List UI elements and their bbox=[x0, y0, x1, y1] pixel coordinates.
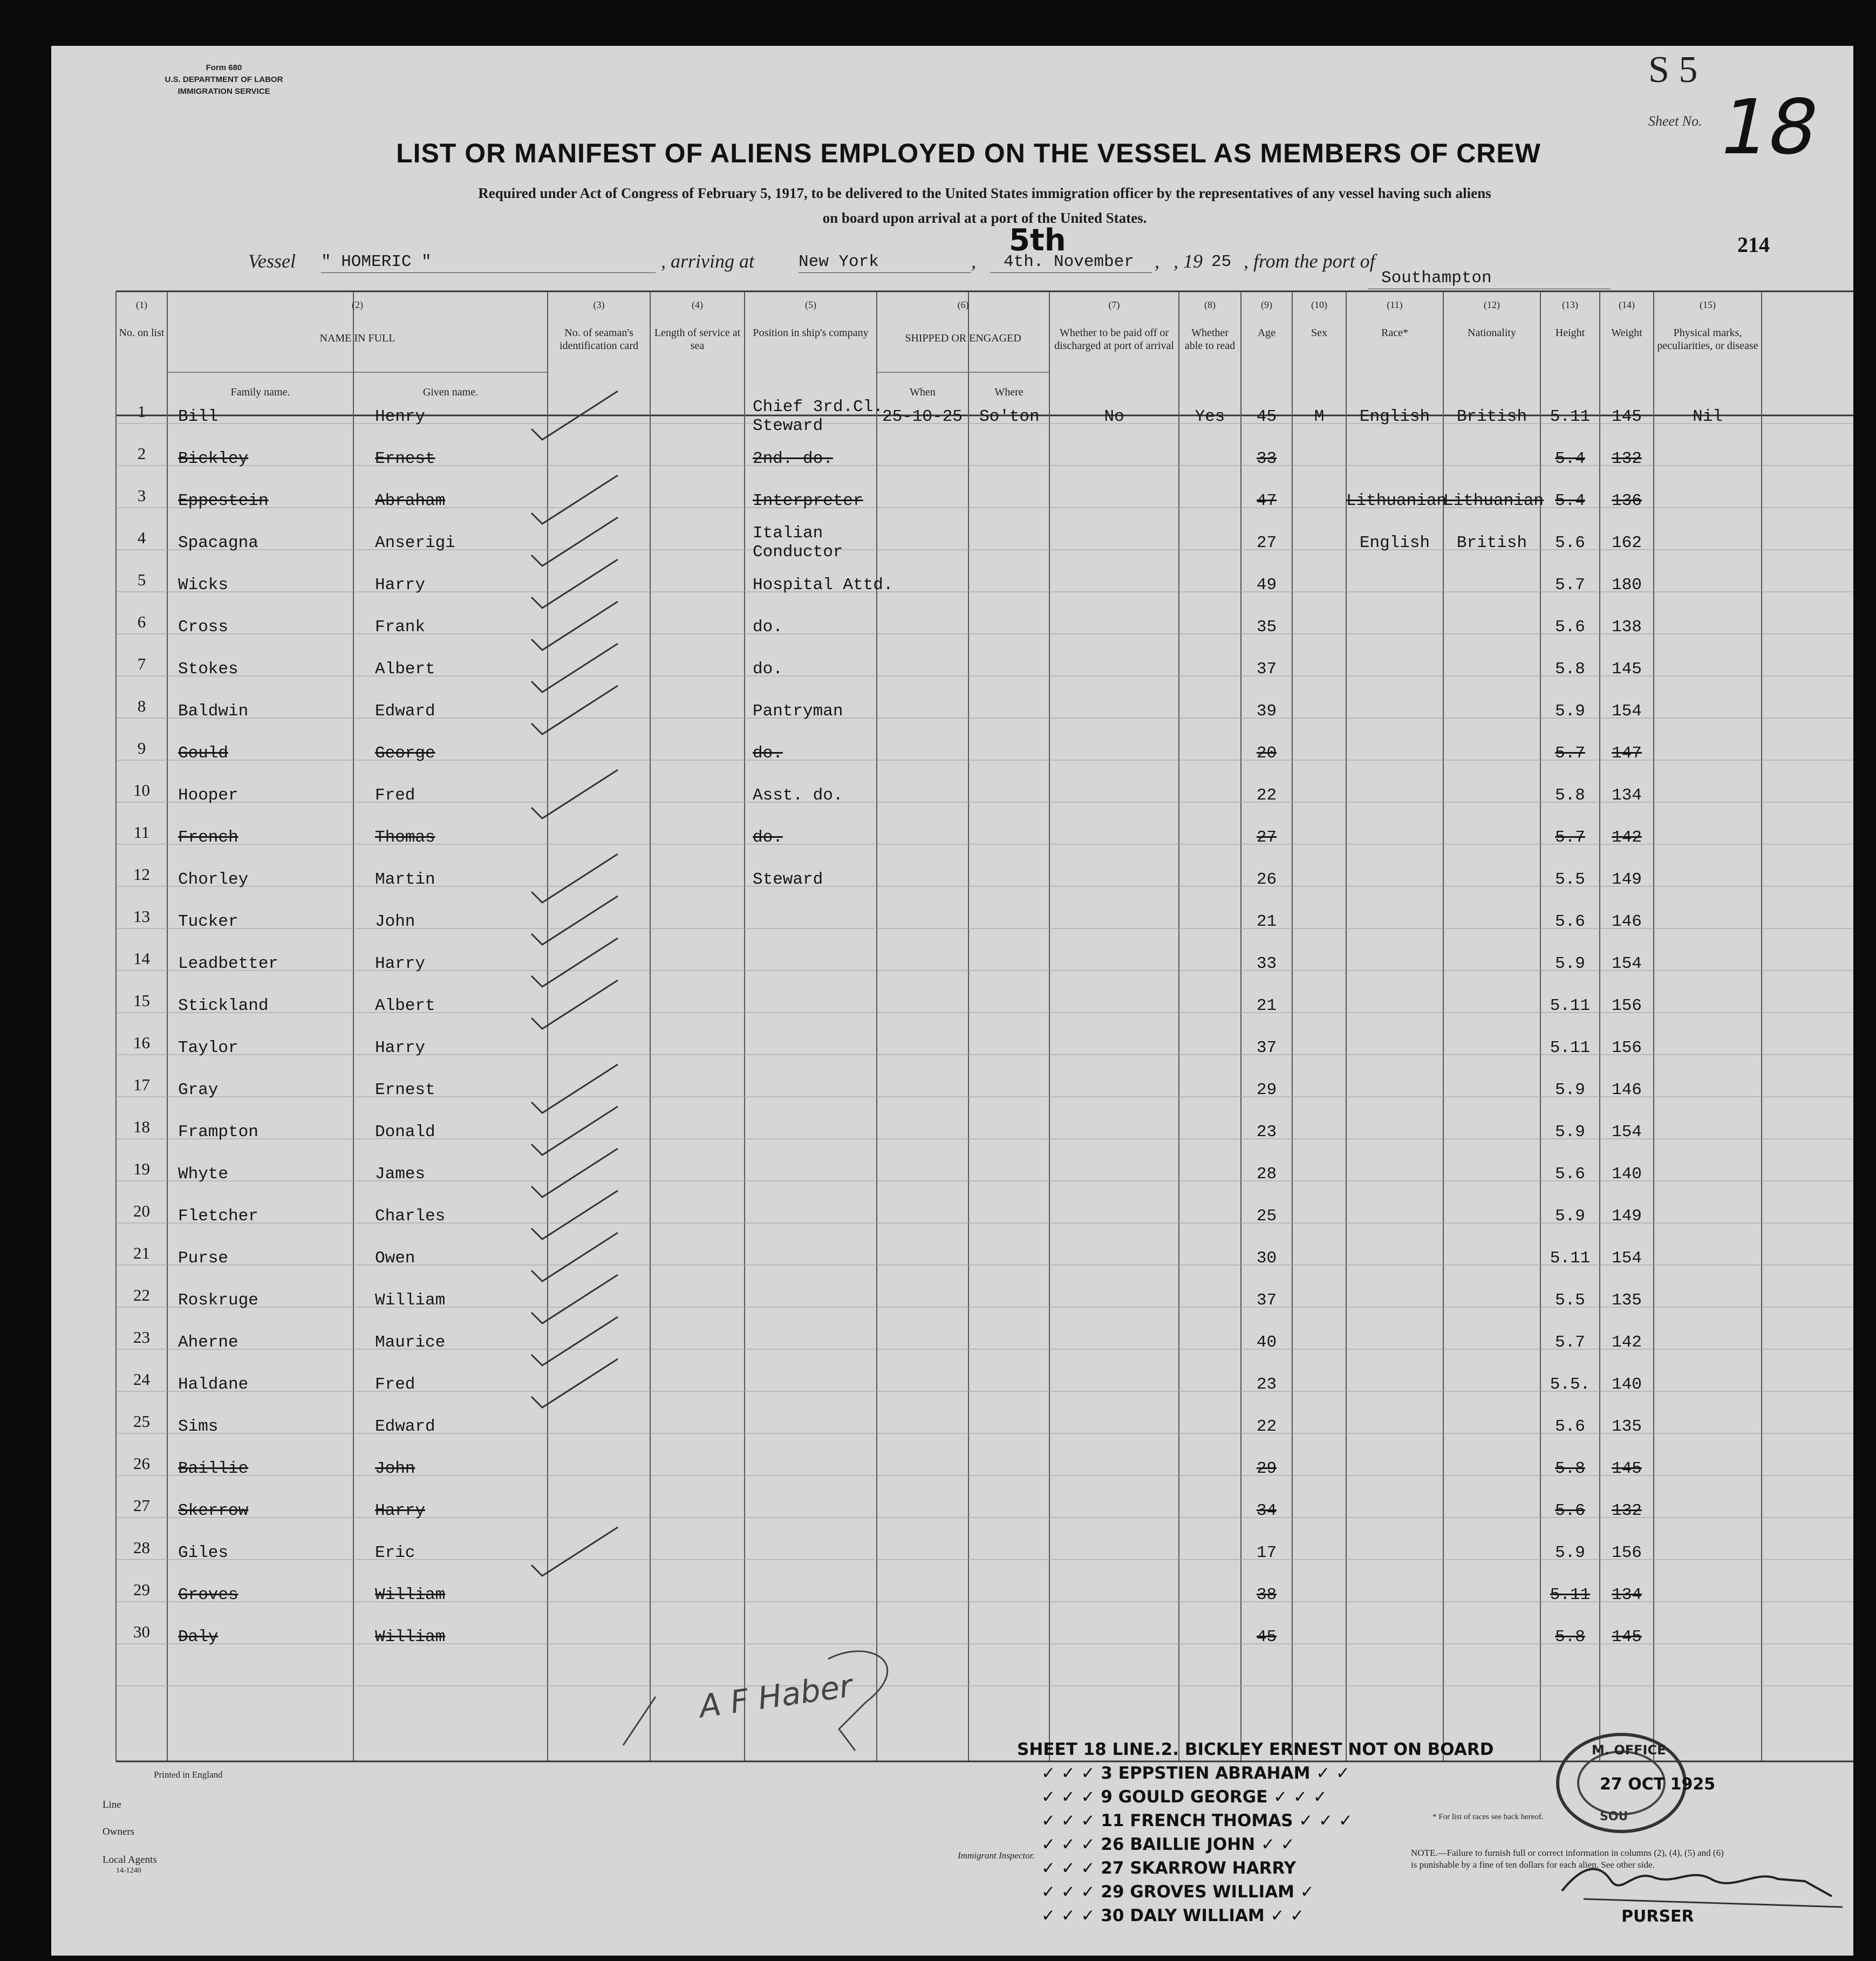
row-given: Frank bbox=[375, 618, 426, 637]
row-family: Wicks bbox=[178, 576, 229, 595]
comma-1: , bbox=[971, 250, 976, 272]
row-age: 17 bbox=[1256, 1543, 1277, 1562]
row-paid-off: No bbox=[1104, 407, 1124, 426]
row-weight: 145 bbox=[1612, 1628, 1642, 1646]
row-given: Henry bbox=[375, 407, 426, 426]
row-family: French bbox=[178, 828, 238, 847]
summary-line: ✓ ✓ ✓ 26 BAILLIE JOHN ✓ ✓ bbox=[1041, 1835, 1295, 1854]
signature-title: PURSER bbox=[1621, 1907, 1694, 1926]
row-no: 20 bbox=[133, 1201, 150, 1220]
row-given: Harry bbox=[375, 1038, 426, 1057]
row-family: Baillie bbox=[178, 1459, 249, 1478]
row-height: 5.11 bbox=[1550, 1249, 1591, 1268]
column-number: (4) bbox=[692, 299, 703, 310]
inspector-signature: A F Haber bbox=[697, 1667, 855, 1725]
row-family: Cross bbox=[178, 618, 229, 637]
column-header: Race* bbox=[1381, 327, 1408, 339]
row-family: Haldane bbox=[178, 1375, 249, 1394]
penalty-note-2: is punishable by a fine of ten dollars for each alien. See other side. bbox=[1411, 1860, 1655, 1870]
column-number: (12) bbox=[1484, 299, 1500, 310]
column-number: (14) bbox=[1619, 299, 1635, 310]
column-header: SHIPPED OR ENGAGED bbox=[905, 332, 1021, 344]
row-given: Fred bbox=[375, 1375, 415, 1394]
row-age: 35 bbox=[1256, 618, 1277, 637]
column-header: Position in ship's company bbox=[753, 327, 869, 339]
row-weight: 156 bbox=[1612, 1543, 1642, 1562]
row-family: Whyte bbox=[178, 1165, 229, 1184]
row-weight: 134 bbox=[1612, 1586, 1642, 1604]
year-prefix: , 19 bbox=[1174, 250, 1203, 272]
form-number: Form 680 bbox=[206, 63, 242, 72]
row-height: 5.7 bbox=[1555, 1333, 1585, 1352]
column-number: (8) bbox=[1204, 299, 1216, 310]
row-age: 21 bbox=[1256, 912, 1277, 931]
row-height: 5.8 bbox=[1555, 1628, 1585, 1646]
row-no: 5 bbox=[137, 570, 146, 589]
column-subheader: Family name. bbox=[230, 386, 290, 398]
check-mark bbox=[526, 975, 623, 1034]
row-position: do. bbox=[753, 660, 783, 679]
column-header: NAME IN FULL bbox=[319, 332, 395, 344]
row-no: 3 bbox=[137, 486, 146, 505]
row-age: 29 bbox=[1256, 1459, 1277, 1478]
row-family: Stokes bbox=[178, 660, 238, 679]
row-no: 13 bbox=[133, 907, 150, 926]
row-weight: 142 bbox=[1612, 1333, 1642, 1352]
row-age: 25 bbox=[1256, 1207, 1277, 1226]
row-position: Interpreter bbox=[753, 491, 863, 510]
row-position: do. bbox=[753, 618, 783, 637]
row-age: 26 bbox=[1256, 870, 1277, 889]
handwritten-day: 5th bbox=[1009, 223, 1066, 258]
row-height: 5.8 bbox=[1555, 660, 1585, 679]
row-height: 5.6 bbox=[1555, 912, 1585, 931]
column-header: Weight bbox=[1611, 327, 1642, 339]
row-weight: 162 bbox=[1612, 534, 1642, 552]
row-age: 28 bbox=[1256, 1165, 1277, 1184]
row-age: 39 bbox=[1256, 702, 1277, 721]
summary-line: ✓ ✓ ✓ 11 FRENCH THOMAS ✓ ✓ ✓ bbox=[1041, 1811, 1353, 1830]
row-position: 2nd. do. bbox=[753, 449, 833, 468]
column-subheader: Where bbox=[994, 386, 1024, 398]
manifest-sheet bbox=[51, 46, 1853, 1956]
row-given: Eric bbox=[375, 1543, 415, 1562]
row-age: 45 bbox=[1256, 407, 1277, 426]
row-weight: 156 bbox=[1612, 1038, 1642, 1057]
row-weight: 154 bbox=[1612, 1123, 1642, 1142]
row-no: 9 bbox=[137, 739, 146, 757]
row-family: Taylor bbox=[178, 1038, 238, 1057]
column-number: (10) bbox=[1311, 299, 1327, 310]
row-no: 8 bbox=[137, 696, 146, 715]
column-number: (13) bbox=[1562, 299, 1578, 310]
row-weight: 138 bbox=[1612, 618, 1642, 637]
row-no: 19 bbox=[133, 1159, 150, 1178]
row-height: 5.9 bbox=[1555, 1081, 1585, 1099]
row-race: English bbox=[1359, 534, 1430, 552]
row-family: Sims bbox=[178, 1417, 219, 1436]
column-header: Sex bbox=[1311, 327, 1327, 339]
check-mark bbox=[526, 386, 623, 445]
row-height: 5.5 bbox=[1555, 870, 1585, 889]
row-no: 29 bbox=[133, 1580, 150, 1599]
row-given: Edward bbox=[375, 702, 435, 721]
vessel-name: " HOMERIC " bbox=[321, 252, 432, 271]
row-given: William bbox=[375, 1291, 446, 1310]
stamp-bottom-text: SOU bbox=[1600, 1810, 1628, 1823]
row-family: Stickland bbox=[178, 996, 269, 1015]
row-height: 5.6 bbox=[1555, 1417, 1585, 1436]
row-weight: 154 bbox=[1612, 1249, 1642, 1268]
row-family: Aherne bbox=[178, 1333, 238, 1352]
row-family: Leadbetter bbox=[178, 954, 279, 973]
row-no: 21 bbox=[133, 1243, 150, 1262]
row-age: 40 bbox=[1256, 1333, 1277, 1352]
row-age: 29 bbox=[1256, 1081, 1277, 1099]
row-family: Skerrow bbox=[178, 1501, 249, 1520]
row-weight: 132 bbox=[1612, 1501, 1642, 1520]
row-no: 17 bbox=[133, 1075, 150, 1094]
vessel-label: Vessel bbox=[248, 250, 296, 272]
row-given: Harry bbox=[375, 954, 426, 973]
row-no: 11 bbox=[133, 823, 150, 842]
stamp-top-text: M. OFFICE bbox=[1592, 1743, 1666, 1758]
corner-annotation: S 5 bbox=[1648, 49, 1698, 91]
comma-2: , bbox=[1155, 250, 1159, 272]
page-title: LIST OR MANIFEST OF ALIENS EMPLOYED ON THE VESSEL AS MEMBERS OF CREW bbox=[396, 138, 1541, 168]
row-position: Italian Conductor bbox=[753, 524, 843, 562]
row-no: 23 bbox=[133, 1328, 150, 1347]
row-position: Chief 3rd.Cl. Steward bbox=[753, 398, 883, 435]
row-weight: 135 bbox=[1612, 1291, 1642, 1310]
races-note: * For list of races see back hereof. bbox=[1432, 1813, 1544, 1821]
row-age: 23 bbox=[1256, 1123, 1277, 1142]
row-weight: 142 bbox=[1612, 828, 1642, 847]
row-position: Steward bbox=[753, 870, 823, 889]
row-family: Gray bbox=[178, 1081, 219, 1099]
column-subheader: When bbox=[910, 386, 936, 398]
row-weight: 147 bbox=[1612, 744, 1642, 763]
row-family: Fletcher bbox=[178, 1207, 258, 1226]
row-when: 25-10-25 bbox=[882, 407, 963, 426]
row-height: 5.9 bbox=[1555, 1207, 1585, 1226]
row-age: 30 bbox=[1256, 1249, 1277, 1268]
check-mark bbox=[526, 1354, 623, 1413]
row-given: Edward bbox=[375, 1417, 435, 1436]
row-height: 5.11 bbox=[1550, 1038, 1591, 1057]
row-position: Asst. do. bbox=[753, 786, 843, 805]
row-height: 5.9 bbox=[1555, 954, 1585, 973]
row-no: 6 bbox=[137, 612, 146, 631]
row-weight: 140 bbox=[1612, 1375, 1642, 1394]
row-age: 23 bbox=[1256, 1375, 1277, 1394]
row-family: Eppestein bbox=[178, 491, 269, 510]
row-given: John bbox=[375, 1459, 415, 1478]
summary-line: ✓ ✓ ✓ 3 EPPSTIEN ABRAHAM ✓ ✓ bbox=[1041, 1764, 1350, 1783]
subtitle-line-1: Required under Act of Congress of February 5, 1917, to be delivered to the United States immigration officer by the representatives of any vessel having such aliens bbox=[478, 185, 1491, 201]
row-no: 12 bbox=[133, 865, 150, 884]
row-no: 15 bbox=[133, 991, 150, 1010]
row-no: 27 bbox=[133, 1496, 150, 1515]
row-given: Albert bbox=[375, 660, 435, 679]
row-weight: 134 bbox=[1612, 786, 1642, 805]
row-height: 5.6 bbox=[1555, 618, 1585, 637]
column-number: (3) bbox=[593, 299, 605, 310]
column-subheader: Given name. bbox=[422, 386, 479, 398]
row-height: 5.7 bbox=[1555, 828, 1585, 847]
row-family: Tucker bbox=[178, 912, 238, 931]
row-given: George bbox=[375, 744, 435, 763]
row-height: 5.5. bbox=[1550, 1375, 1591, 1394]
row-no: 16 bbox=[133, 1033, 150, 1052]
row-race: Lithuanian bbox=[1346, 491, 1447, 510]
row-no: 28 bbox=[133, 1538, 150, 1557]
summary-line: ✓ ✓ ✓ 30 DALY WILLIAM ✓ ✓ bbox=[1041, 1906, 1305, 1925]
summary-line: SHEET 18 LINE.2. BICKLEY ERNEST NOT ON BOARD bbox=[1017, 1740, 1494, 1759]
row-family: Groves bbox=[178, 1586, 238, 1604]
row-given: Charles bbox=[375, 1207, 446, 1226]
row-weight: 180 bbox=[1612, 576, 1642, 595]
row-no: 24 bbox=[133, 1370, 150, 1389]
row-family: Frampton bbox=[178, 1123, 258, 1142]
row-family: Roskruge bbox=[178, 1291, 258, 1310]
printed-in: Printed in England bbox=[154, 1769, 223, 1780]
row-given: James bbox=[375, 1165, 426, 1184]
arrival-port: New York bbox=[799, 252, 879, 271]
row-height: 5.9 bbox=[1555, 1123, 1585, 1142]
row-family: Hooper bbox=[178, 786, 238, 805]
row-weight: 136 bbox=[1612, 491, 1642, 510]
row-height: 5.6 bbox=[1555, 1501, 1585, 1520]
year-suffix: 25 bbox=[1211, 252, 1232, 271]
row-given: Martin bbox=[375, 870, 435, 889]
column-number: (5) bbox=[805, 299, 816, 310]
row-height: 5.6 bbox=[1555, 1165, 1585, 1184]
row-weight: 156 bbox=[1612, 996, 1642, 1015]
row-given: Owen bbox=[375, 1249, 415, 1268]
row-no: 4 bbox=[137, 528, 146, 547]
row-no: 2 bbox=[137, 444, 146, 463]
sheet-number: 18 bbox=[1711, 84, 1827, 172]
row-given: Fred bbox=[375, 786, 415, 805]
row-age: 34 bbox=[1256, 1501, 1277, 1520]
row-given: William bbox=[375, 1586, 446, 1604]
row-age: 33 bbox=[1256, 954, 1277, 973]
stamp-date: 27 OCT 1925 bbox=[1600, 1775, 1716, 1794]
row-weight: 149 bbox=[1612, 870, 1642, 889]
row-given: Ernest bbox=[375, 449, 435, 468]
row-height: 5.9 bbox=[1555, 1543, 1585, 1562]
row-age: 27 bbox=[1256, 828, 1277, 847]
row-position: Hospital Attd. bbox=[753, 576, 893, 595]
row-position: do. bbox=[753, 828, 783, 847]
footer-line-label: Line bbox=[103, 1799, 121, 1810]
check-mark bbox=[526, 680, 623, 740]
row-nationality: Lithuanian bbox=[1443, 491, 1544, 510]
column-number: (1) bbox=[136, 299, 147, 310]
row-family: Bill bbox=[178, 407, 219, 426]
row-given: William bbox=[375, 1628, 446, 1646]
row-no: 25 bbox=[133, 1412, 150, 1431]
row-age: 45 bbox=[1256, 1628, 1277, 1646]
row-weight: 132 bbox=[1612, 449, 1642, 468]
arrival-date: 4th. November bbox=[1004, 252, 1134, 271]
column-header: Nationality bbox=[1468, 327, 1516, 339]
row-age: 47 bbox=[1256, 491, 1277, 510]
row-given: Anserigi bbox=[375, 534, 455, 552]
row-no: 26 bbox=[133, 1454, 150, 1473]
column-header: Whether able to read bbox=[1184, 327, 1236, 352]
page-number: 214 bbox=[1737, 233, 1770, 257]
row-height: 5.5 bbox=[1555, 1291, 1585, 1310]
column-number: (2) bbox=[352, 299, 363, 310]
column-number: (15) bbox=[1700, 299, 1716, 310]
row-weight: 145 bbox=[1612, 1459, 1642, 1478]
row-weight: 146 bbox=[1612, 912, 1642, 931]
column-header: No. on list bbox=[119, 327, 165, 339]
row-age: 38 bbox=[1256, 1586, 1277, 1604]
row-nationality: British bbox=[1456, 534, 1527, 552]
row-age: 22 bbox=[1256, 786, 1277, 805]
row-height: 5.11 bbox=[1550, 996, 1591, 1015]
row-no: 14 bbox=[133, 949, 150, 968]
row-height: 5.11 bbox=[1550, 407, 1591, 426]
penalty-note-1: NOTE.—Failure to furnish full or correct information in columns (2), (4), (5) and (6) bbox=[1411, 1848, 1724, 1858]
row-position: do. bbox=[753, 744, 783, 763]
column-number: (11) bbox=[1387, 299, 1403, 310]
column-header: Length of service at sea bbox=[654, 327, 741, 352]
summary-line: ✓ ✓ ✓ 29 GROVES WILLIAM ✓ bbox=[1041, 1882, 1314, 1902]
purser-signature bbox=[1551, 1848, 1853, 1918]
row-family: Baldwin bbox=[178, 702, 249, 721]
check-mark bbox=[526, 1522, 623, 1581]
row-age: 37 bbox=[1256, 1291, 1277, 1310]
row-height: 5.7 bbox=[1555, 576, 1585, 595]
row-age: 20 bbox=[1256, 744, 1277, 763]
from-port-label: , from the port of bbox=[1244, 250, 1375, 272]
row-family: Spacagna bbox=[178, 534, 258, 552]
row-no: 7 bbox=[137, 654, 146, 673]
row-given: Thomas bbox=[375, 828, 435, 847]
check-mark bbox=[526, 764, 623, 824]
departure-port: Southampton bbox=[1381, 269, 1492, 288]
row-where: So'ton bbox=[979, 407, 1040, 426]
subtitle-line-2: on board upon arrival at a port of the United States. bbox=[822, 210, 1147, 226]
footer-code: 14-1240 bbox=[116, 1867, 141, 1875]
row-race: English bbox=[1359, 407, 1430, 426]
sheet-number-label: Sheet No. bbox=[1648, 113, 1702, 129]
row-height: 5.4 bbox=[1555, 449, 1585, 468]
row-weight: 149 bbox=[1612, 1207, 1642, 1226]
row-weight: 145 bbox=[1612, 660, 1642, 679]
row-height: 5.9 bbox=[1555, 702, 1585, 721]
row-weight: 145 bbox=[1612, 407, 1642, 426]
row-given: Albert bbox=[375, 996, 435, 1015]
arriving-label: , arriving at bbox=[661, 250, 755, 272]
row-no: 1 bbox=[137, 402, 146, 421]
column-header: Whether to be paid off or discharged at port of arrival bbox=[1054, 327, 1174, 352]
row-no: 22 bbox=[133, 1286, 150, 1304]
row-age: 33 bbox=[1256, 449, 1277, 468]
row-height: 5.11 bbox=[1550, 1586, 1591, 1604]
row-given: Donald bbox=[375, 1123, 435, 1142]
row-age: 27 bbox=[1256, 534, 1277, 552]
row-read: Yes bbox=[1195, 407, 1225, 426]
row-no: 18 bbox=[133, 1117, 150, 1136]
row-age: 21 bbox=[1256, 996, 1277, 1015]
footer-agents-label: Local Agents bbox=[103, 1854, 157, 1866]
service: IMMIGRATION SERVICE bbox=[178, 87, 270, 96]
summary-line: ✓ ✓ ✓ 9 GOULD GEORGE ✓ ✓ ✓ bbox=[1041, 1787, 1327, 1807]
immigrant-inspector-label: Immigrant Inspector. bbox=[958, 1850, 1035, 1861]
row-given: Harry bbox=[375, 576, 426, 595]
inspector-signature-stroke bbox=[612, 1643, 915, 1756]
row-no: 10 bbox=[133, 781, 150, 800]
column-number: (6) bbox=[957, 299, 969, 310]
row-given: Ernest bbox=[375, 1081, 435, 1099]
row-given: Harry bbox=[375, 1501, 426, 1520]
department: U.S. DEPARTMENT OF LABOR bbox=[165, 75, 283, 84]
summary-line: ✓ ✓ ✓ 27 SKARROW HARRY bbox=[1041, 1858, 1297, 1878]
row-given: John bbox=[375, 912, 415, 931]
row-age: 37 bbox=[1256, 660, 1277, 679]
row-height: 5.4 bbox=[1555, 491, 1585, 510]
row-age: 22 bbox=[1256, 1417, 1277, 1436]
row-given: Maurice bbox=[375, 1333, 446, 1352]
row-height: 5.7 bbox=[1555, 744, 1585, 763]
row-height: 5.6 bbox=[1555, 534, 1585, 552]
row-position: Pantryman bbox=[753, 702, 843, 721]
column-number: (9) bbox=[1261, 299, 1272, 310]
column-header: Height bbox=[1555, 327, 1585, 339]
row-height: 5.8 bbox=[1555, 786, 1585, 805]
column-header: Physical marks, peculiarities, or disease bbox=[1657, 327, 1758, 352]
row-family: Purse bbox=[178, 1249, 229, 1268]
row-family: Gould bbox=[178, 744, 229, 763]
row-weight: 154 bbox=[1612, 954, 1642, 973]
row-weight: 154 bbox=[1612, 702, 1642, 721]
row-weight: 135 bbox=[1612, 1417, 1642, 1436]
row-weight: 146 bbox=[1612, 1081, 1642, 1099]
footer-owners-label: Owners bbox=[103, 1826, 135, 1837]
row-family: Chorley bbox=[178, 870, 249, 889]
row-given: Abraham bbox=[375, 491, 446, 510]
row-height: 5.8 bbox=[1555, 1459, 1585, 1478]
row-sex: M bbox=[1314, 407, 1325, 426]
row-marks: Nil bbox=[1693, 407, 1723, 426]
row-family: Giles bbox=[178, 1543, 229, 1562]
row-age: 49 bbox=[1256, 576, 1277, 595]
row-no: 30 bbox=[133, 1622, 150, 1641]
row-age: 37 bbox=[1256, 1038, 1277, 1057]
column-number: (7) bbox=[1108, 299, 1120, 310]
row-nationality: British bbox=[1456, 407, 1527, 426]
row-family: Daly bbox=[178, 1628, 219, 1646]
row-family: Bickley bbox=[178, 449, 249, 468]
column-header: Age bbox=[1257, 327, 1276, 339]
column-header: No. of seaman's identification card bbox=[559, 327, 639, 352]
row-weight: 140 bbox=[1612, 1165, 1642, 1184]
